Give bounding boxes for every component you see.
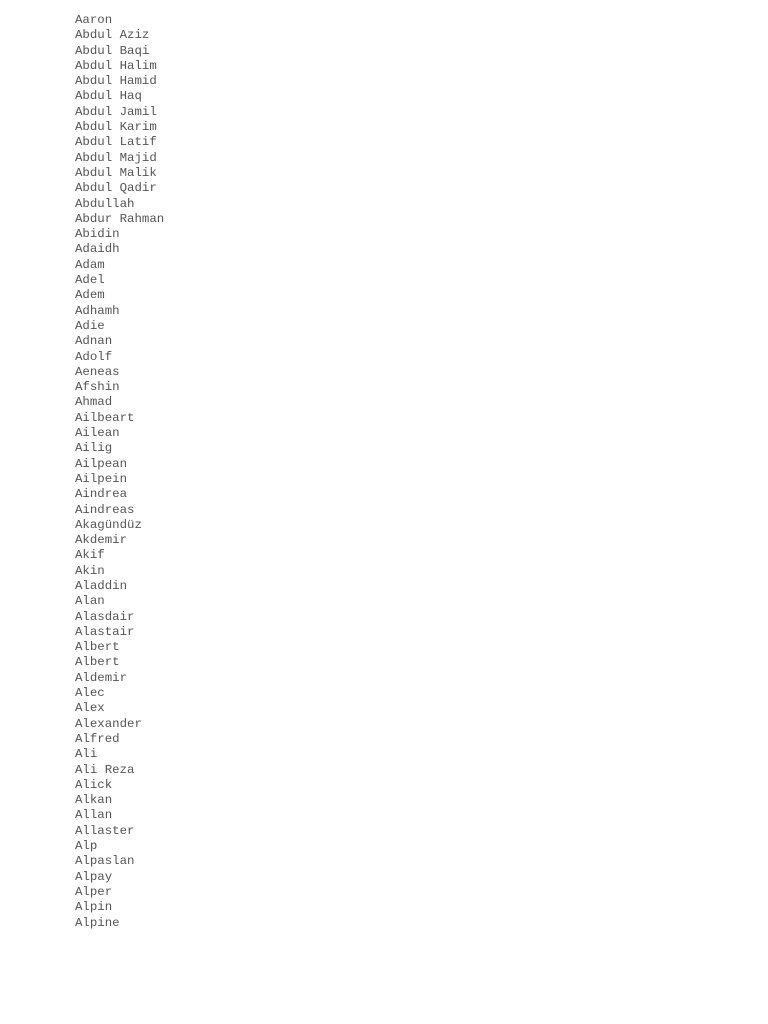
name-line: Alp <box>75 839 98 854</box>
name-line: Alfred <box>75 731 120 746</box>
name-line: Akdemir <box>75 533 128 548</box>
name-line: Akif <box>75 548 105 563</box>
name-line: Ahmad <box>75 395 113 410</box>
name-line: Abdul Halim <box>75 58 157 73</box>
name-line: Ailean <box>75 426 120 441</box>
name-line: Ailbeart <box>75 410 135 425</box>
name-line: Abdul Baqi <box>75 43 150 58</box>
name-line: Akin <box>75 563 105 578</box>
name-line: Alpay <box>75 869 113 884</box>
name-line: Aeneas <box>75 364 120 379</box>
name-line: Aindreas <box>75 502 135 517</box>
name-line: Alan <box>75 594 105 609</box>
name-line: Ali <box>75 747 98 762</box>
name-line: Albert <box>75 655 120 670</box>
name-line: Abdullah <box>75 196 135 211</box>
name-line: Abdul Malik <box>75 165 157 180</box>
name-line: Aladdin <box>75 578 128 593</box>
name-line: Alper <box>75 884 113 899</box>
name-line: Adam <box>75 257 105 272</box>
name-line: Abidin <box>75 227 120 242</box>
name-line: Alexander <box>75 716 142 731</box>
name-line: Allan <box>75 808 113 823</box>
name-line: Aaron <box>75 13 113 27</box>
name-line: Alpin <box>75 900 113 915</box>
name-line: Abdul Qadir <box>75 181 157 196</box>
name-line: Adnan <box>75 334 113 349</box>
name-line: Alec <box>75 686 105 701</box>
name-line: Abdur Rahman <box>75 211 165 226</box>
name-line: Abdul Karim <box>75 120 157 135</box>
name-line: Alpaslan <box>75 854 135 869</box>
name-line: Ailpein <box>75 471 128 486</box>
name-line: Albert <box>75 640 120 655</box>
name-line: Aindrea <box>75 487 128 502</box>
name-line: Alastair <box>75 624 135 639</box>
name-line: Alex <box>75 701 105 716</box>
name-line: Abdul Hamid <box>75 74 157 89</box>
name-line: Afshin <box>75 380 120 395</box>
name-line: Adem <box>75 288 105 303</box>
name-line: Alpine <box>75 915 120 930</box>
name-line: Adolf <box>75 349 113 364</box>
name-line: Adie <box>75 318 105 333</box>
name-line: Abdul Latif <box>75 135 157 150</box>
name-line: Abdul Majid <box>75 150 157 165</box>
name-line: Alkan <box>75 793 113 808</box>
document-page <box>75 13 755 931</box>
name-line: Akagündüz <box>75 517 142 532</box>
name-line: Adel <box>75 273 105 288</box>
name-line: Allaster <box>75 823 135 838</box>
name-line: Abdul Jamil <box>75 104 157 119</box>
name-line: Adaidh <box>75 242 120 257</box>
name-line: Ailig <box>75 441 113 456</box>
name-line: Ali Reza <box>75 762 135 777</box>
name-line: Abdul Haq <box>75 89 142 104</box>
name-line: Aldemir <box>75 670 128 685</box>
name-line: Abdul Aziz <box>75 28 150 43</box>
name-line: Adhamh <box>75 303 120 318</box>
name-line: Alick <box>75 777 113 792</box>
name-line: Alasdair <box>75 609 135 624</box>
names-list <box>75 13 755 931</box>
name-line: Ailpean <box>75 456 128 471</box>
